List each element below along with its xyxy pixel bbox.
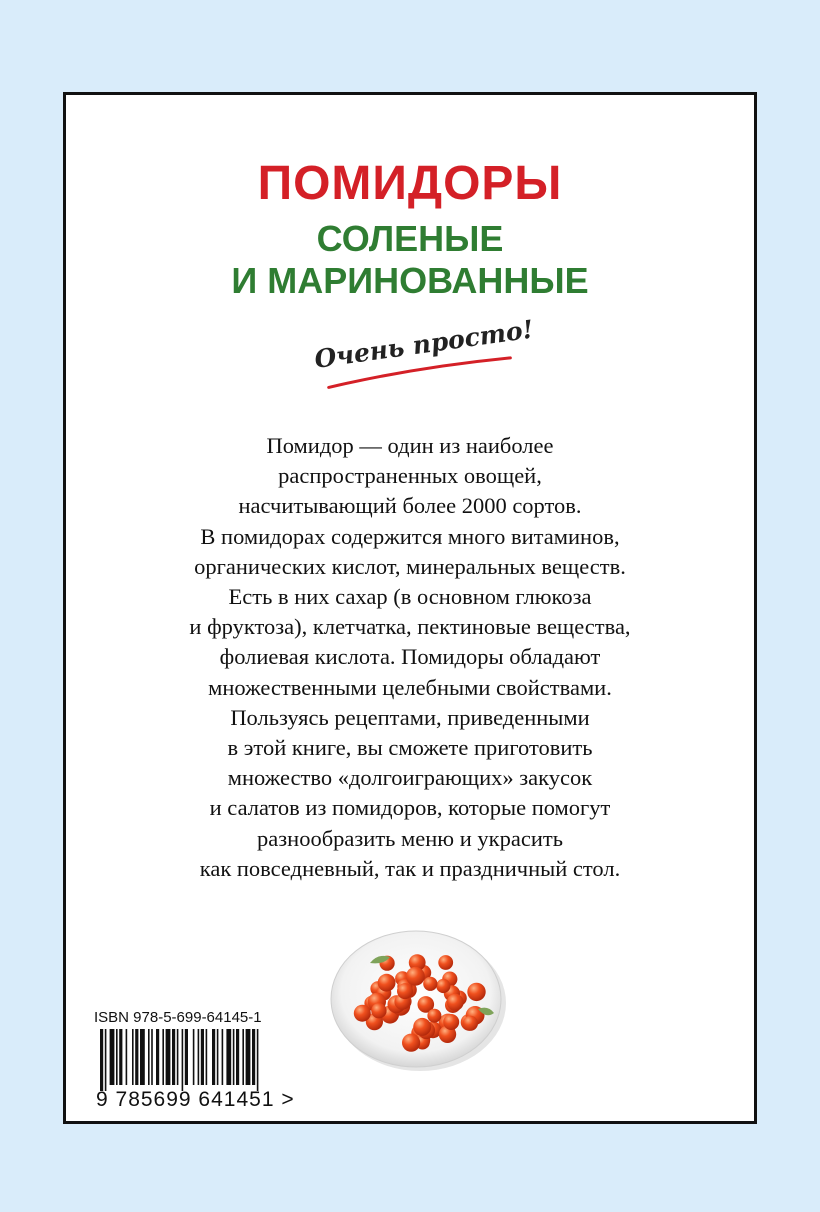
- tomato-icon: [402, 1034, 420, 1052]
- barcode-bar: [105, 1029, 107, 1091]
- barcode-bar: [236, 1029, 239, 1085]
- blurb-line: Пользуясь рецептами, приведенными: [230, 704, 590, 730]
- barcode-bar: [193, 1029, 195, 1085]
- blurb-line: распространенных овощей,: [278, 463, 542, 489]
- blurb-line: множественными целебными свойствами.: [208, 674, 612, 700]
- book-title: ПОМИДОРЫ: [257, 157, 563, 210]
- blurb-text: [106, 431, 714, 884]
- barcode-bar: [140, 1029, 145, 1085]
- barcode-bar: [252, 1029, 255, 1085]
- blurb-line: насчитывающий более 2000 сортов.: [238, 493, 582, 519]
- blurb-line: и салатов из помидоров, которые помогут: [209, 795, 611, 821]
- blurb-line: как повседневный, так и праздничный стол.: [199, 855, 621, 881]
- tomato-icon: [413, 1018, 431, 1036]
- tomato-icon: [463, 1016, 478, 1031]
- tomato-icon: [371, 1003, 386, 1018]
- book-subtitle-line-2: И МАРИНОВАННЫЕ: [231, 260, 589, 301]
- tomato-icon: [397, 983, 413, 999]
- book-back-cover: [63, 92, 757, 1124]
- barcode-bar: [182, 1029, 184, 1091]
- barcode-bar: [201, 1029, 204, 1085]
- series-slogan: [312, 313, 536, 410]
- barcode-bar: [257, 1029, 259, 1091]
- barcode-bar: [110, 1029, 115, 1085]
- barcode-bar: [246, 1029, 251, 1085]
- tomato-icon: [378, 974, 396, 992]
- blurb-line: разнообразить меню и украсить: [257, 825, 563, 851]
- isbn-label: ISBN 978-5-699-64145-1: [94, 1009, 262, 1026]
- tomato-icon: [447, 994, 464, 1011]
- blurb-line: фолиевая кислота. Помидоры обладают: [219, 644, 601, 670]
- barcode-bar: [119, 1029, 122, 1085]
- barcode-bar: [217, 1029, 219, 1085]
- barcode-bar: [100, 1029, 103, 1091]
- barcode-bar: [222, 1029, 224, 1085]
- barcode-bar: [185, 1029, 188, 1085]
- series-slogan-text: Очень просто!: [312, 314, 536, 374]
- tomato-icon: [438, 955, 453, 970]
- tomato-icon: [467, 983, 485, 1001]
- blurb-line: в этой книге, вы сможете приготовить: [227, 735, 593, 761]
- barcode-digits: 9 785699 641451 >: [96, 1088, 295, 1111]
- tomato-icon: [436, 979, 450, 993]
- barcode-icon: [98, 1029, 308, 1091]
- blurb-line: В помидорах содержится много витаминов,: [200, 523, 620, 549]
- tomato-icon: [354, 1005, 371, 1022]
- barcode-bar: [242, 1029, 244, 1085]
- tomato-icon: [427, 1009, 441, 1023]
- barcode-bar: [132, 1029, 134, 1085]
- barcode-bar: [233, 1029, 235, 1085]
- tomato-plate-icon: [328, 923, 508, 1073]
- blurb-line: Есть в них сахар (в основном глюкоза: [228, 584, 592, 610]
- barcode-bar: [172, 1029, 175, 1085]
- book-subtitle-line-1: СОЛЕНЫЕ: [316, 218, 504, 259]
- barcode-bar: [116, 1029, 118, 1085]
- blurb-line: и фруктоза), клетчатка, пектиновые вещества,: [189, 614, 631, 640]
- barcode-bar: [226, 1029, 231, 1085]
- barcode-bar: [162, 1029, 164, 1085]
- blurb-line: множество «долгоиграющих» закусок: [227, 765, 593, 791]
- barcode-bar: [177, 1029, 179, 1085]
- blurb-line: Помидор — один из наиболее: [266, 433, 554, 458]
- tomato-icon: [423, 977, 437, 991]
- barcode-bar: [156, 1029, 159, 1085]
- barcode-bar: [148, 1029, 150, 1085]
- barcode-bar: [212, 1029, 215, 1085]
- barcode-bar: [198, 1029, 200, 1085]
- tomato-icon: [443, 1014, 459, 1030]
- tomato-icon: [406, 967, 425, 986]
- barcode-bar: [166, 1029, 171, 1085]
- blurb-line: органических кислот, минеральных веществ.: [194, 553, 626, 579]
- barcode-bar: [151, 1029, 153, 1085]
- barcode-bar: [126, 1029, 128, 1085]
- barcode-bar: [135, 1029, 138, 1085]
- barcode-bar: [206, 1029, 208, 1085]
